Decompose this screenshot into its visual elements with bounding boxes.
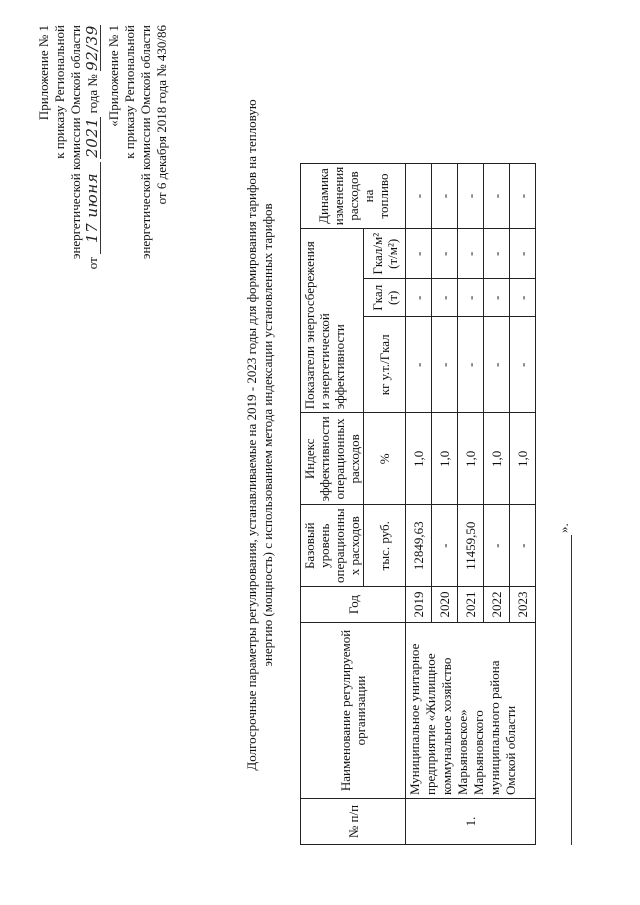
cell-losses-sq: - [458,229,484,279]
header-base: Базовый уровень операционны х расходов [301,505,364,587]
unit-index: % [364,413,406,505]
row-number: 1. [406,799,536,845]
appendix-title: Приложение № 1 [36,25,51,121]
cell-fuel: - [458,317,484,413]
cell-losses-sq: - [484,229,510,279]
cell-year: 2020 [432,587,458,623]
cell-fuel: - [406,317,432,413]
year-word: года № [85,74,100,114]
table-row [406,163,432,844]
cell-losses: - [406,279,432,317]
header-dynamics: Динамика изменения расходов на топливо [301,163,406,229]
cell-base: 12849,63 [406,505,432,587]
appendix-block [36,25,101,405]
appendix-line3: энергетической комиссии Омской области [68,25,83,260]
header-year: Год [301,587,406,623]
cell-index: 1,0 [432,413,458,505]
cell-losses-sq: - [406,229,432,279]
prior-appendix-line3: энергетической комиссии Омской области [138,25,153,260]
from-prefix: от [85,257,100,270]
cell-year: 2019 [406,587,432,623]
header-org: Наименование регулируемой организации [301,623,406,799]
cell-year: 2022 [484,587,510,623]
cell-losses: - [458,279,484,317]
header-index: Индекс эффективности операционных расходов [301,413,364,505]
cell-losses-sq: - [510,229,536,279]
cell-dynamics: - [432,163,458,229]
cell-base: - [432,505,458,587]
document-heading [244,5,276,865]
cell-base: - [484,505,510,587]
cell-dynamics: - [458,163,484,229]
cell-index: 1,0 [510,413,536,505]
heading-line2: энергию (мощность) с использованием метода индексации установленных тарифов [260,203,275,667]
cell-year: 2023 [510,587,536,623]
closing-underline [570,535,572,845]
unit-losses: Гкал (т) [364,279,406,317]
cell-losses: - [484,279,510,317]
cell-fuel: - [510,317,536,413]
unit-fuel: кг у.т./Гкал [364,317,406,413]
appendix-line2: к приказу Региональной [52,25,67,159]
cell-index: 1,0 [458,413,484,505]
heading-line1: Долгосрочные параметры регулирования, устанавливаемые на 2019 - 2023 годы для формирования тарифов на тепловую [244,99,259,771]
appendix-date-line [84,25,101,405]
unit-losses-sq: Гкал/м² (т/м²) [364,229,406,279]
cell-losses: - [432,279,458,317]
cell-index: 1,0 [406,413,432,505]
cell-dynamics: - [484,163,510,229]
cell-dynamics: - [510,163,536,229]
unit-base: тыс. руб. [364,505,406,587]
cell-base: 11459,50 [458,505,484,587]
org-name: Муниципальное унитарное предприятие «Жилищное коммунальное хозяйство Марьяновское» Марьяновского муниципального района Омской области [406,623,536,799]
prior-appendix-block [106,25,170,405]
cell-year: 2021 [458,587,484,623]
cell-losses: - [510,279,536,317]
cell-dynamics: - [406,163,432,229]
cell-fuel: - [484,317,510,413]
closing-mark: ». [556,523,571,533]
cell-index: 1,0 [484,413,510,505]
parameters-table [300,163,536,845]
cell-base: - [510,505,536,587]
handwritten-date: 17 июня [84,162,101,254]
cell-losses-sq: - [432,229,458,279]
header-num: № п/п [301,799,406,845]
prior-appendix-line4: от 6 декабря 2018 года № 430/86 [154,25,169,205]
prior-appendix-title: «Приложение № 1 [106,25,121,127]
header-energy: Показатели энергосбережения и энергетической эффективности [301,229,364,413]
cell-fuel: - [432,317,458,413]
handwritten-order-number: 92/39 [83,25,101,71]
prior-appendix-line2: к приказу Региональной [122,25,137,159]
handwritten-year: 2021 [83,117,101,158]
